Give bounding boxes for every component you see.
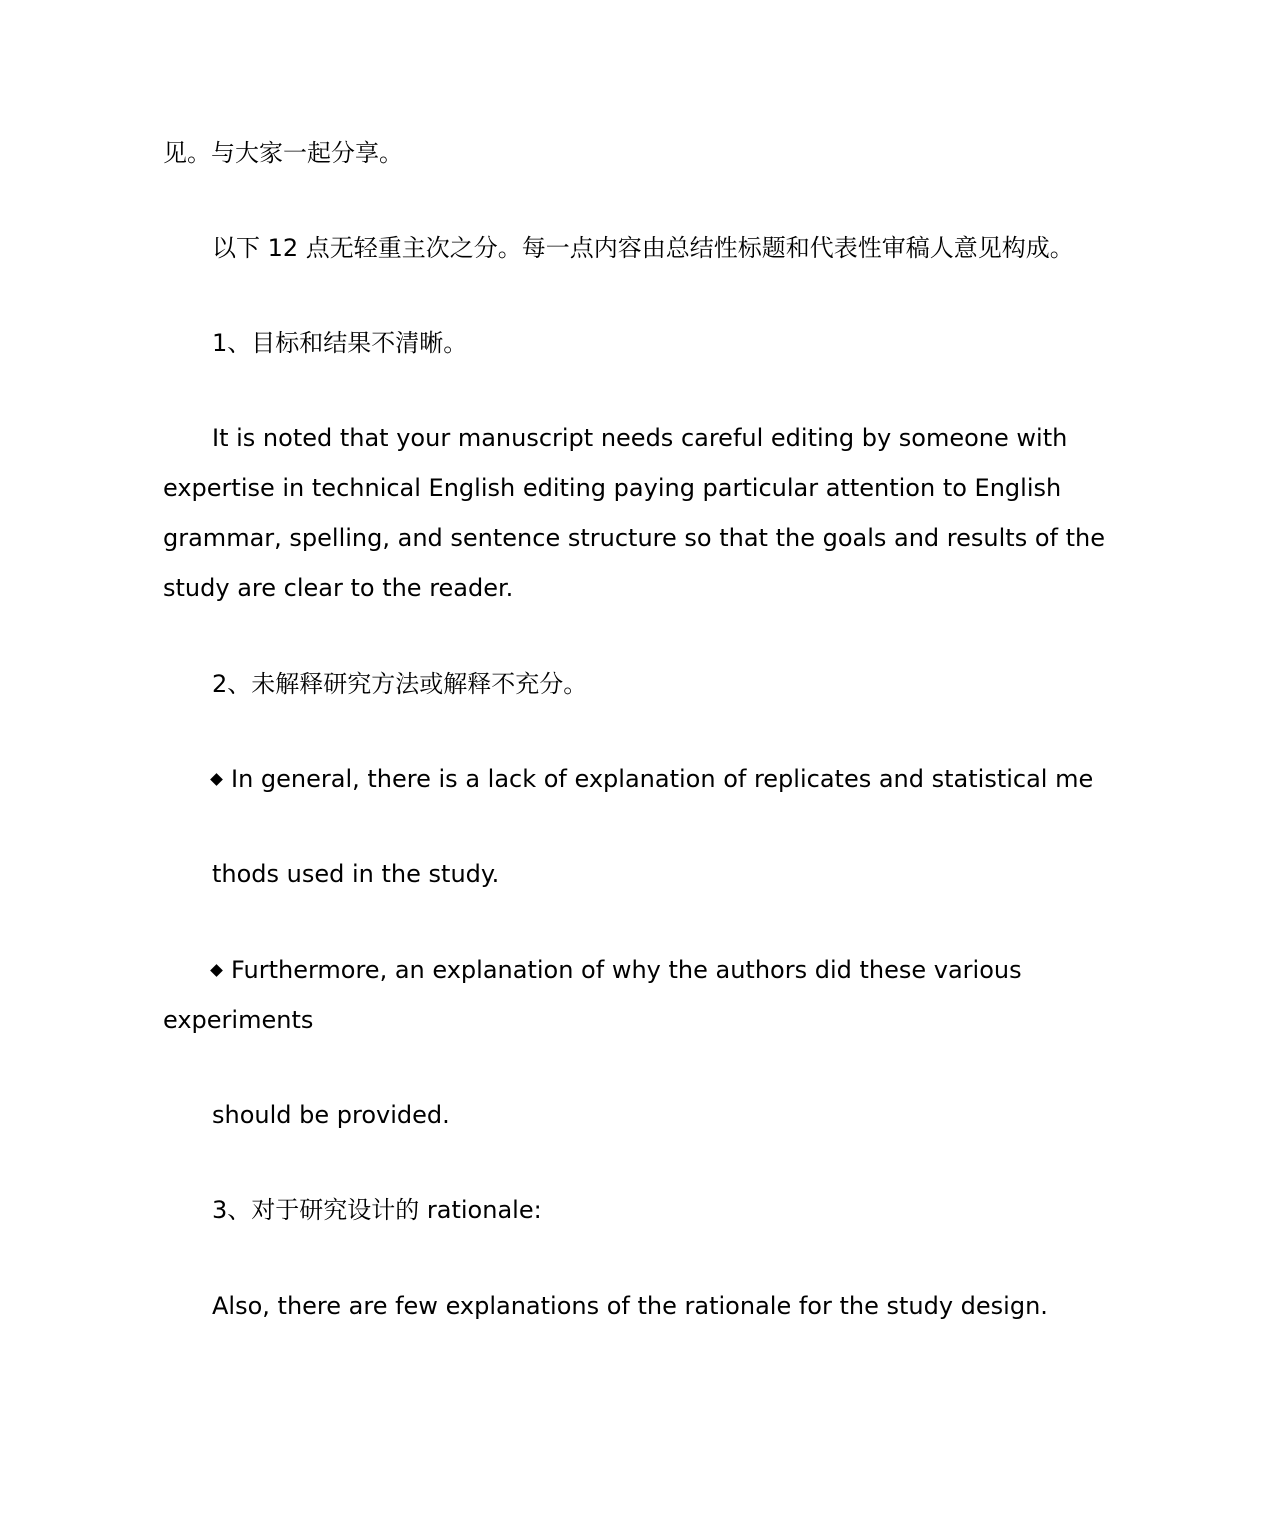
point-3-comment: Also, there are few explanations of the rationale for the study design. bbox=[212, 1292, 1048, 1320]
overview-paragraph: 以下 12 点无轻重主次之分。每一点内容由总结性标题和代表性审稿人意见构成。 bbox=[212, 234, 1074, 262]
point-2-bullet-2 bbox=[212, 954, 1022, 986]
point-1-comment-line: expertise in technical English editing paying particular attention to English bbox=[163, 474, 1062, 502]
point-2-bullet-2-continuation: experiments bbox=[163, 1006, 314, 1034]
point-1-comment-line: It is noted that your manuscript needs careful editing by someone with bbox=[212, 424, 1068, 452]
diamond-bullet-icon bbox=[210, 964, 223, 977]
point-2-bullet-2-continuation: should be provided. bbox=[212, 1101, 450, 1129]
point-2-bullet-1-text: In general, there is a lack of explanation of replicates and statistical me bbox=[231, 765, 1094, 793]
point-1-heading: 1、目标和结果不清晰。 bbox=[212, 329, 468, 357]
point-2-bullet-1 bbox=[212, 763, 1093, 795]
point-1-comment-line: study are clear to the reader. bbox=[163, 574, 514, 602]
point-1-comment-line: grammar, spelling, and sentence structure so that the goals and results of the bbox=[163, 524, 1105, 552]
point-3-heading: 3、对于研究设计的 rationale: bbox=[212, 1196, 542, 1224]
point-2-heading: 2、未解释研究方法或解释不充分。 bbox=[212, 670, 588, 698]
diamond-bullet-icon bbox=[210, 773, 223, 786]
point-2-bullet-1-continuation: thods used in the study. bbox=[212, 860, 500, 888]
point-2-bullet-2-text: Furthermore, an explanation of why the authors did these various bbox=[231, 956, 1022, 984]
intro-tail-text: 见。与大家一起分享。 bbox=[163, 139, 403, 167]
